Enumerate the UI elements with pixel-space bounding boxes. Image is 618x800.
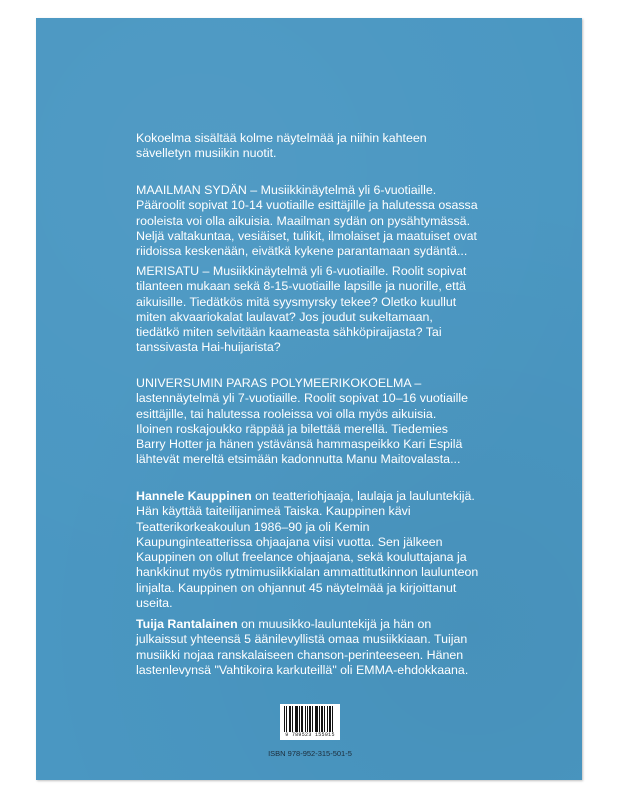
text-line: lastennäytelmä yli 7-vuotiaille. Roolit sopivat 10–16 vuotiaille xyxy=(136,391,468,406)
text-line xyxy=(136,489,536,504)
text-line: lastenlevynsä "Vahtikoira karkuteillä" oli EMMA-ehdokkaana. xyxy=(136,662,469,677)
barcode xyxy=(280,704,340,740)
text-line: miten akvaariokalat laulavat? Jos joudut sukeltamaan, xyxy=(136,309,433,324)
author-bio-rantalainen xyxy=(136,617,536,678)
text-line: Pääroolit sopivat 10-14 vuotiaille esittäjille ja halutessa osassa xyxy=(136,198,478,213)
text-line: Neljä valtakuntaa, vesiäiset, tulikit, ilmolaiset ja maatuiset ovat xyxy=(136,228,477,243)
text-fragment: on teatteriohjaaja, laulaja ja lauluntekijä. xyxy=(251,489,475,503)
isbn-label: ISBN 978-952-315-501-5 xyxy=(268,749,352,758)
author-bio-kauppinen xyxy=(136,489,536,611)
text-line: musiikki nojaa ranskalaiseen chanson-perinteeseen. Hänen xyxy=(136,647,464,662)
text-fragment: on muusikko-lauluntekijä ja hän on xyxy=(237,617,432,631)
text-line: Iloinen roskajoukko räppää ja bilettää merellä. Tiedemies xyxy=(136,421,449,436)
text-line: tanssivasta Hai-huijarista? xyxy=(136,340,281,355)
text-line: hankkinut myös rytmimusiikkialan ammattitutkinnon laulunteon xyxy=(136,565,479,580)
text-line: MERISATU – Musiikkinäytelmä yli 6-vuotiaille. Roolit sopivat xyxy=(136,264,467,278)
play-description-maailman-sydan xyxy=(136,183,536,259)
text-line: rooleista voi olla aikuisia. Maailman sydän on pysähtymässä. xyxy=(136,213,471,228)
text-line: tilanteen mukaan sekä 8-15-vuotiaille lapsille ja nuorille, että xyxy=(136,279,466,294)
text-line: aikuisille. Tiedätkös mitä syysmyrsky tekee? Oletko kuullut xyxy=(136,294,457,309)
barcode-digits: 9 789523 155015 xyxy=(285,732,335,738)
text-line: Kauppinen on ollut freelance ohjaajana, sekä kouluttajana ja xyxy=(136,550,467,565)
text-line: julkaissut yhteensä 5 äänilevyllistä omaa musiikkiaan. Tuijan xyxy=(136,632,468,647)
text-line: useita. xyxy=(136,596,173,611)
play-description-merisatu xyxy=(136,264,536,356)
author-name: Tuija Rantalainen xyxy=(136,617,238,631)
play-description-polymeerikokoelma xyxy=(136,376,536,468)
text-line: linjalta. Kauppinen on ohjannut 45 näytelmää ja kirjoittanut xyxy=(136,580,457,595)
text-line: Hän käyttää taiteilijanimeä Taiska. Kauppinen kävi xyxy=(136,504,411,519)
back-cover xyxy=(36,18,582,780)
text-line: Barry Hotter ja hänen ystävänsä hammaspeikko Kari Espilä xyxy=(136,437,463,452)
barcode-bars xyxy=(284,706,336,732)
text-line xyxy=(136,617,536,632)
text-line: riidoissa keskenään, eivätkä kykene parantamaan sydäntä... xyxy=(136,244,468,259)
text-line: Kaupunginteatterissa ohjaajana viisi vuotta. Sen jälkeen xyxy=(136,534,443,549)
intro-paragraph xyxy=(136,131,536,162)
text-line: tiedätkö miten selvitään kaameasta sähköpiraijasta? Tai xyxy=(136,325,442,340)
text-line: esittäjille, tai halutessa rooleissa voi olla myös aikuisia. xyxy=(136,406,437,421)
text-line: MAAILMAN SYDÄN – Musiikkinäytelmä yli 6-vuotiaille. xyxy=(136,183,437,197)
author-name: Hannele Kauppinen xyxy=(136,489,252,503)
text-line: Kokoelma sisältää kolme näytelmää ja niihin kahteen xyxy=(136,131,427,145)
text-line: sävelletyn musiikin nuotit. xyxy=(136,146,277,161)
text-line: UNIVERSUMIN PARAS POLYMEERIKOKOELMA – xyxy=(136,376,422,390)
text-line: lähtevät mereltä etsimään kadonnutta Manu Maitovalasta... xyxy=(136,452,461,467)
text-line: Teatterikorkeakoulun 1986–90 ja oli Kemin xyxy=(136,519,370,534)
